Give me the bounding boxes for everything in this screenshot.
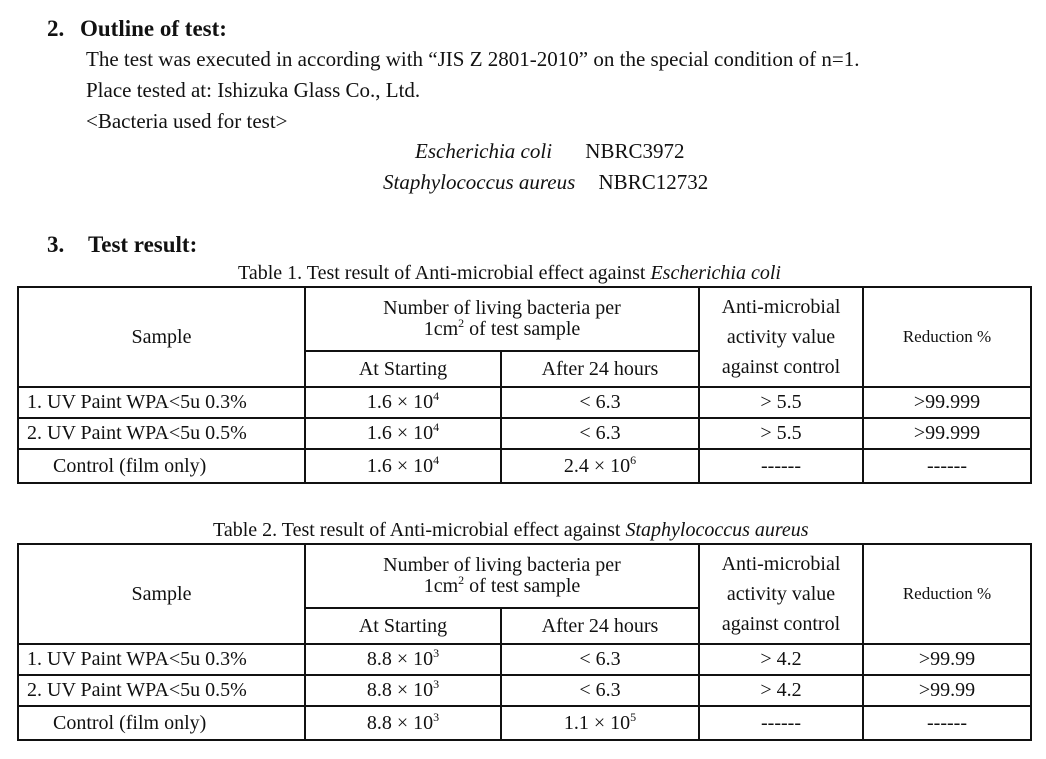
cell-reduction: ------ [863, 706, 1031, 740]
table-1-caption [238, 262, 781, 285]
cell-reduction: >99.99 [863, 675, 1031, 706]
exponent: 5 [630, 709, 637, 724]
header-unit: 1cm [423, 575, 459, 597]
value: < 6.3 [579, 391, 621, 413]
cell-after-24 [501, 706, 699, 740]
table-1 [17, 286, 1032, 484]
header-unit-exp: 2 [458, 573, 465, 587]
header-at-starting: At Starting [305, 351, 501, 387]
header-activity-line-1: Anti-microbial [721, 296, 841, 318]
cell-at-starting [305, 644, 501, 675]
cell-at-starting [305, 418, 501, 449]
section-3-heading [47, 232, 197, 258]
header-activity-line-2: activity value [726, 326, 836, 348]
header-after-24-hours: After 24 hours [501, 351, 699, 387]
cell-activity: > 4.2 [699, 644, 863, 675]
bacteria-item [383, 170, 708, 195]
header-after-24-hours: After 24 hours [501, 608, 699, 644]
table-1-caption-text: Table 1. Test result of Anti-microbial effect against [238, 262, 646, 284]
section-2-title: Outline of test: [80, 16, 227, 41]
value: < 6.3 [579, 648, 621, 670]
bacteria-heading: <Bacteria used for test> [86, 109, 288, 133]
cell-sample: 2. UV Paint WPA<5u 0.5% [18, 418, 305, 449]
table-2 [17, 543, 1032, 741]
table-2-caption-organism: Staphylococcus aureus [625, 519, 809, 541]
value: 8.8 × 10 [366, 679, 434, 701]
value: 8.8 × 10 [366, 711, 434, 734]
header-at-starting: At Starting [305, 608, 501, 644]
header-living-line-1: Number of living bacteria per [383, 554, 621, 576]
value: 2.4 × 10 [563, 454, 631, 477]
cell-reduction: >99.99 [863, 644, 1031, 675]
cell-at-starting [305, 706, 501, 740]
cell-reduction: >99.999 [863, 418, 1031, 449]
cell-after-24 [501, 418, 699, 449]
section-3-title: Test result: [88, 232, 198, 257]
value: < 6.3 [579, 679, 621, 701]
test-place: Place tested at: Ishizuka Glass Co., Ltd. [86, 78, 421, 102]
table-2-caption [213, 519, 809, 542]
value: 1.6 × 10 [366, 422, 434, 444]
section-3-number: 3. [47, 232, 65, 257]
cell-after-24 [501, 675, 699, 706]
bacteria-code: NBRC12732 [598, 170, 709, 194]
table-row [18, 675, 1031, 706]
section-2-heading [47, 16, 227, 42]
cell-at-starting [305, 675, 501, 706]
cell-at-starting [305, 387, 501, 418]
header-living-bacteria [305, 287, 699, 351]
cell-sample: Control (film only) [18, 706, 305, 740]
header-living-line-2 [306, 316, 698, 340]
table-1-caption-organism: Escherichia coli [650, 262, 781, 284]
header-activity-line-3: against control [721, 356, 841, 378]
header-unit-rest: of test sample [464, 318, 581, 340]
test-description: The test was executed in according with “JIS Z 2801-2010” on the special condition of n=1. [86, 47, 860, 71]
cell-after-24 [501, 644, 699, 675]
cell-activity: ------ [699, 706, 863, 740]
header-reduction: Reduction % [863, 544, 1031, 644]
bacteria-name: Escherichia coli [415, 139, 553, 163]
header-activity [699, 287, 863, 387]
cell-reduction: >99.999 [863, 387, 1031, 418]
table-row [18, 449, 1031, 483]
exponent: 4 [433, 420, 440, 434]
exponent: 3 [433, 709, 440, 724]
cell-sample: 1. UV Paint WPA<5u 0.3% [18, 387, 305, 418]
bacteria-item [415, 139, 684, 164]
cell-at-starting [305, 449, 501, 483]
exponent: 4 [433, 389, 440, 403]
header-living-bacteria [305, 544, 699, 608]
cell-activity: > 4.2 [699, 675, 863, 706]
cell-sample: Control (film only) [18, 449, 305, 483]
header-activity-line-3: against control [721, 613, 841, 635]
header-reduction: Reduction % [863, 287, 1031, 387]
header-unit-exp: 2 [458, 316, 465, 330]
bacteria-code: NBRC3972 [585, 139, 685, 163]
cell-activity: ------ [699, 449, 863, 483]
header-living-line-2 [306, 573, 698, 597]
cell-activity: > 5.5 [699, 418, 863, 449]
header-sample: Sample [18, 287, 305, 387]
table-row [18, 418, 1031, 449]
section-2-number: 2. [47, 16, 65, 41]
exponent: 3 [433, 677, 440, 691]
header-activity [699, 544, 863, 644]
table-row [18, 644, 1031, 675]
exponent: 3 [433, 646, 440, 660]
table-row [18, 387, 1031, 418]
table-row [18, 706, 1031, 740]
header-unit: 1cm [423, 318, 459, 340]
cell-sample: 1. UV Paint WPA<5u 0.3% [18, 644, 305, 675]
cell-reduction: ------ [863, 449, 1031, 483]
value: 1.6 × 10 [366, 391, 434, 413]
value: 1.6 × 10 [366, 454, 434, 477]
header-unit-rest: of test sample [464, 575, 581, 597]
header-living-line-1: Number of living bacteria per [383, 297, 621, 319]
cell-activity: > 5.5 [699, 387, 863, 418]
header-sample: Sample [18, 544, 305, 644]
value: < 6.3 [579, 422, 621, 444]
bacteria-name: Staphylococcus aureus [383, 170, 576, 194]
exponent: 6 [630, 452, 637, 467]
header-activity-line-1: Anti-microbial [721, 553, 841, 575]
exponent: 4 [433, 452, 440, 467]
value: 8.8 × 10 [366, 648, 434, 670]
cell-sample: 2. UV Paint WPA<5u 0.5% [18, 675, 305, 706]
value: 1.1 × 10 [563, 711, 631, 734]
cell-after-24 [501, 387, 699, 418]
table-2-caption-text: Table 2. Test result of Anti-microbial effect against [213, 519, 621, 541]
cell-after-24 [501, 449, 699, 483]
header-activity-line-2: activity value [726, 583, 836, 605]
